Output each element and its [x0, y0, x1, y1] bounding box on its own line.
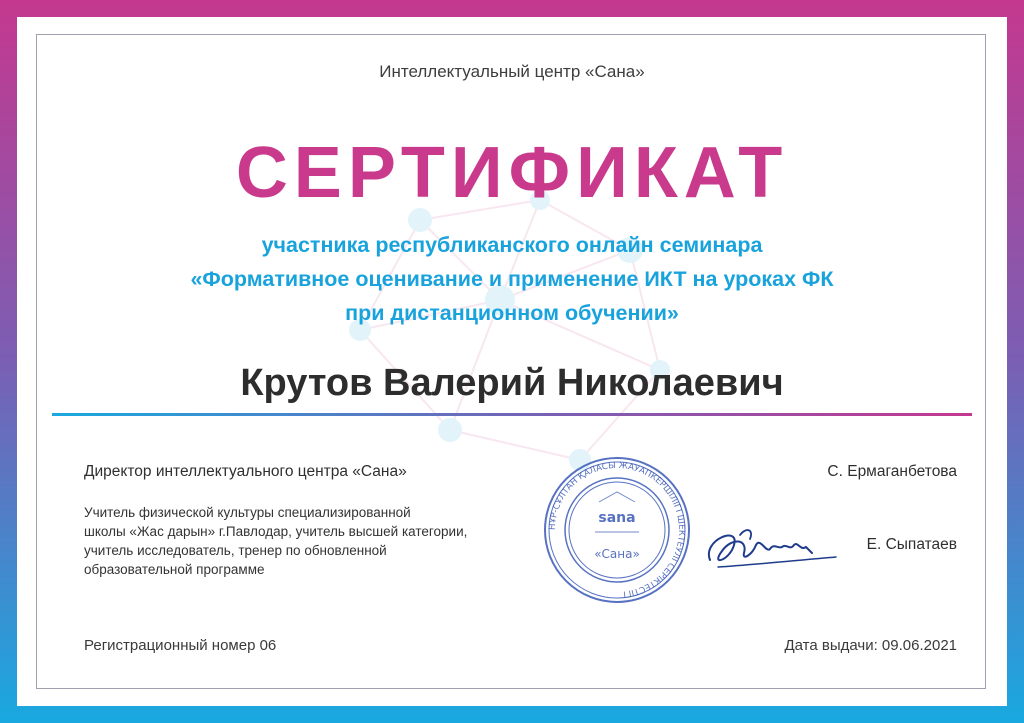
stamp-logo: sana — [598, 510, 636, 526]
gradient-divider — [52, 413, 972, 416]
subtitle-line: «Формативное оценивание и применение ИКТ на уроках ФК — [190, 267, 834, 291]
subtitle-line: при дистанционном обучении» — [345, 301, 679, 325]
organization-name: Интеллектуальный центр «Сана» — [379, 62, 645, 81]
official-stamp — [537, 456, 697, 604]
teacher-name: Е. Сыпатаев — [866, 536, 957, 553]
issue-date: Дата выдачи: 09.06.2021 — [784, 637, 957, 654]
certificate-title: СЕРТИФИКАТ — [235, 133, 789, 213]
subtitle-line: участника республиканского онлайн семинара — [261, 233, 763, 257]
registration-number: Регистрационный номер 06 — [84, 637, 277, 654]
director-name: С. Ермаганбетова — [827, 463, 957, 480]
teacher-role-line: учитель исследователь, тренер по обновленной — [84, 543, 387, 558]
recipient-name: Крутов Валерий Николаевич — [240, 362, 784, 404]
teacher-role-line: Учитель физической культуры специализированной — [84, 505, 411, 520]
stamp-center-text: «Сана» — [594, 547, 640, 561]
teacher-role — [84, 503, 554, 579]
teacher-role-line: образовательной программе — [84, 562, 265, 577]
director-role: Директор интеллектуального центра «Сана» — [84, 463, 407, 480]
handwritten-signature — [700, 515, 840, 577]
stamp-ring-text: НҰР-СҰЛТАН ҚАЛАСЫ ЖАУАПКЕРШІЛІГІ ШЕКТЕУЛІ СЕРІКТЕСТІГІ — [547, 460, 687, 599]
teacher-role-line: школы «Жас дарын» г.Павлодар, учитель высшей категории, — [84, 524, 468, 539]
seminar-description — [60, 228, 964, 330]
